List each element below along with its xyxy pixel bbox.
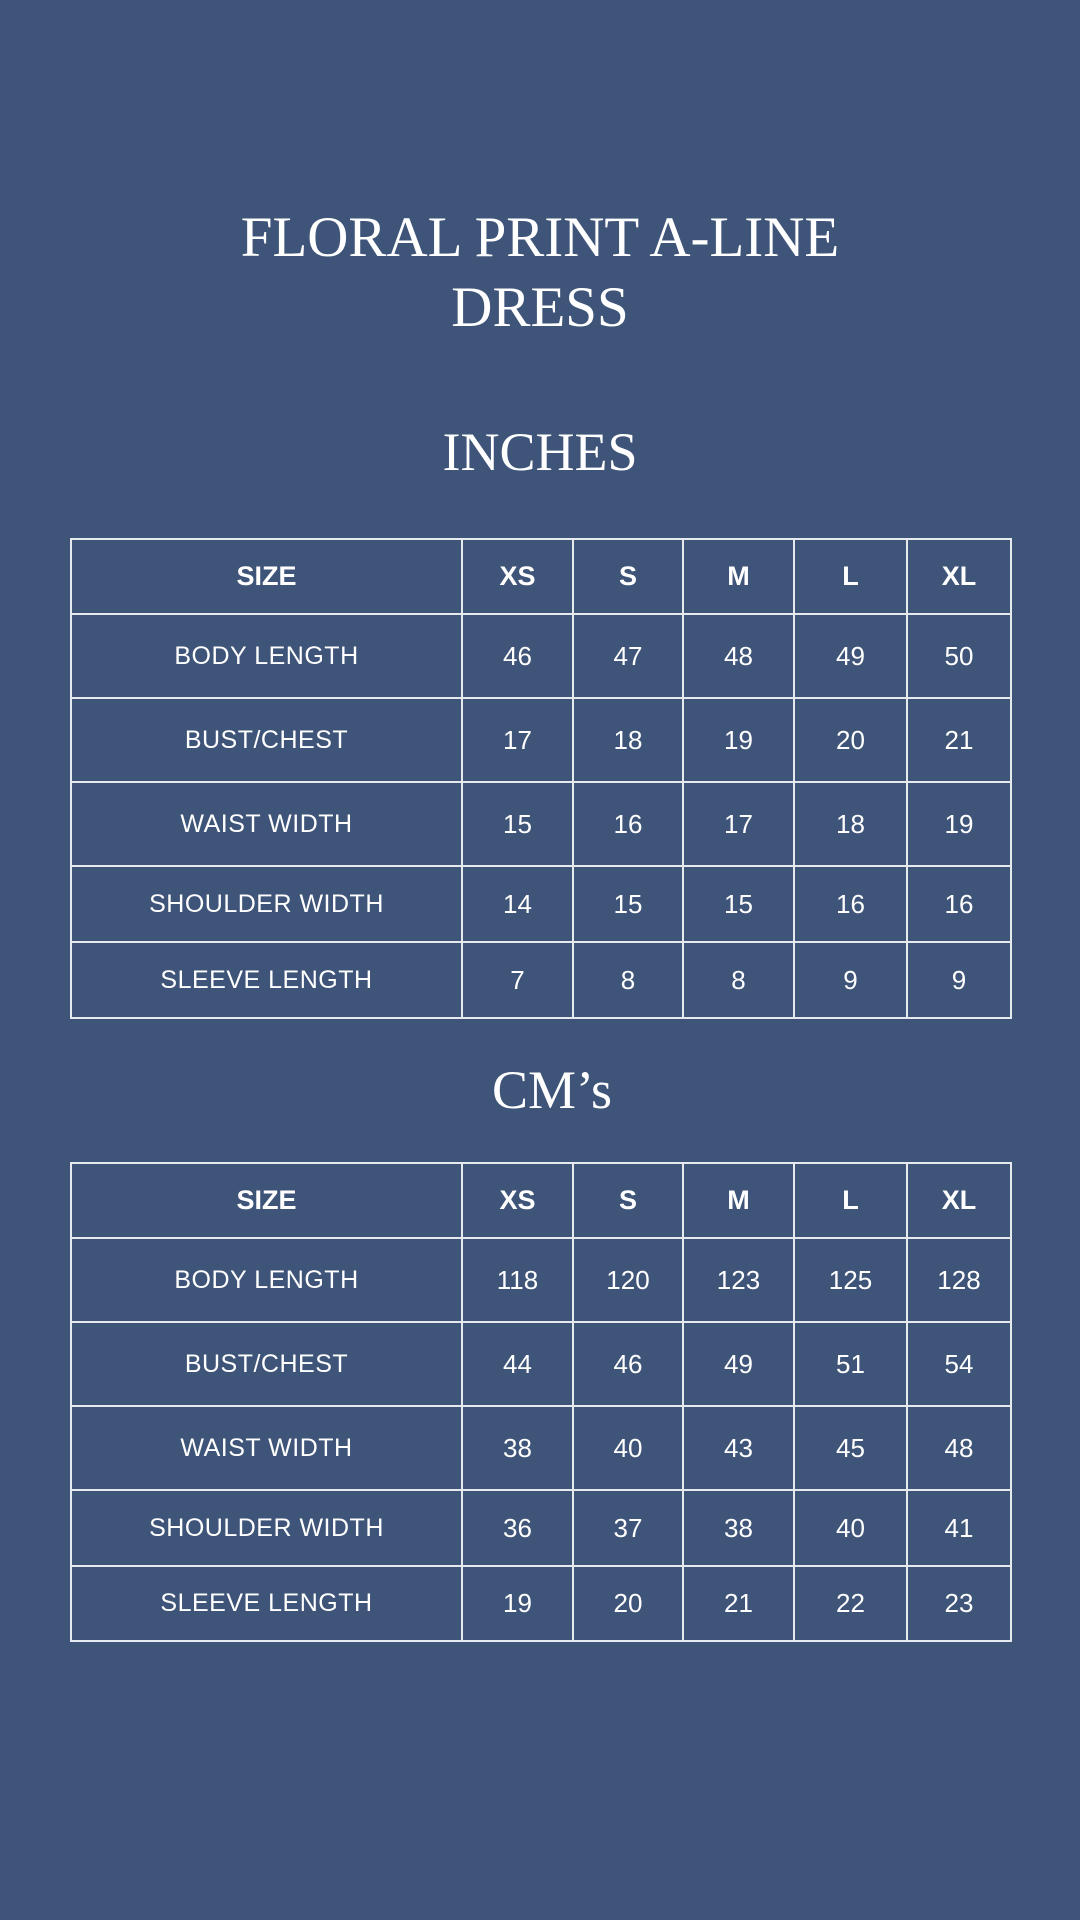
inches-heading: INCHES: [442, 422, 638, 482]
table-cell: 40: [794, 1490, 907, 1566]
column-header-xs: XS: [462, 539, 573, 614]
table-cell: 15: [573, 866, 683, 942]
table-cell: 40: [573, 1406, 683, 1490]
table-row: [71, 782, 1011, 866]
column-header-l: L: [794, 1163, 907, 1238]
row-label: SLEEVE LENGTH: [71, 942, 462, 1018]
table-cell: 19: [907, 782, 1011, 866]
table-cell: 37: [573, 1490, 683, 1566]
table-cell: 123: [683, 1238, 794, 1322]
table-row: [71, 942, 1011, 1018]
column-header-xl: XL: [907, 539, 1011, 614]
table-cell: 38: [683, 1490, 794, 1566]
table-cell: 48: [683, 614, 794, 698]
table-cell: 48: [907, 1406, 1011, 1490]
table-row: [71, 1238, 1011, 1322]
column-header-xl: XL: [907, 1163, 1011, 1238]
page-title-line-1: FLORAL PRINT A-LINE: [240, 206, 840, 269]
column-header-size: SIZE: [71, 1163, 462, 1238]
row-label: BUST/CHEST: [71, 1322, 462, 1406]
table-cell: 46: [573, 1322, 683, 1406]
table-cell: 8: [573, 942, 683, 1018]
table-cell: 45: [794, 1406, 907, 1490]
row-label: BUST/CHEST: [71, 698, 462, 782]
row-label: BODY LENGTH: [71, 614, 462, 698]
row-label: BODY LENGTH: [71, 1238, 462, 1322]
table-cell: 22: [794, 1566, 907, 1641]
page-title-line-2: DRESS: [451, 276, 629, 339]
table-cell: 51: [794, 1322, 907, 1406]
table-row: [71, 866, 1011, 942]
table-cell: 20: [794, 698, 907, 782]
table-cell: 41: [907, 1490, 1011, 1566]
table-cell: 120: [573, 1238, 683, 1322]
table-cell: 8: [683, 942, 794, 1018]
table-cell: 19: [683, 698, 794, 782]
table-header-row: [71, 539, 1011, 614]
column-header-l: L: [794, 539, 907, 614]
table-cell: 49: [683, 1322, 794, 1406]
cms-size-table: [70, 1162, 1012, 1642]
inches-size-table: [70, 538, 1012, 1019]
table-cell: 9: [794, 942, 907, 1018]
table-cell: 7: [462, 942, 573, 1018]
row-label: WAIST WIDTH: [71, 1406, 462, 1490]
column-header-size: SIZE: [71, 539, 462, 614]
table-cell: 16: [794, 866, 907, 942]
table-cell: 47: [573, 614, 683, 698]
column-header-s: S: [573, 1163, 683, 1238]
table-cell: 20: [573, 1566, 683, 1641]
column-header-m: M: [683, 1163, 794, 1238]
table-header-row: [71, 1163, 1011, 1238]
column-header-xs: XS: [462, 1163, 573, 1238]
column-header-s: S: [573, 539, 683, 614]
table-cell: 18: [573, 698, 683, 782]
table-cell: 23: [907, 1566, 1011, 1641]
table-cell: 18: [794, 782, 907, 866]
column-header-m: M: [683, 539, 794, 614]
table-cell: 125: [794, 1238, 907, 1322]
cms-heading: CM’s: [491, 1060, 613, 1120]
table-cell: 15: [462, 782, 573, 866]
table-cell: 38: [462, 1406, 573, 1490]
table-row: [71, 1322, 1011, 1406]
page-title: [0, 203, 1080, 343]
table-cell: 128: [907, 1238, 1011, 1322]
table-row: [71, 614, 1011, 698]
table-cell: 49: [794, 614, 907, 698]
table-cell: 44: [462, 1322, 573, 1406]
table-cell: 9: [907, 942, 1011, 1018]
table-cell: 50: [907, 614, 1011, 698]
table-cell: 54: [907, 1322, 1011, 1406]
table-cell: 21: [683, 1566, 794, 1641]
row-label: SHOULDER WIDTH: [71, 866, 462, 942]
table-cell: 16: [573, 782, 683, 866]
table-row: [71, 698, 1011, 782]
table-row: [71, 1490, 1011, 1566]
row-label: SHOULDER WIDTH: [71, 1490, 462, 1566]
table-row: [71, 1566, 1011, 1641]
table-cell: 43: [683, 1406, 794, 1490]
table-cell: 46: [462, 614, 573, 698]
table-cell: 17: [683, 782, 794, 866]
table-cell: 36: [462, 1490, 573, 1566]
table-cell: 21: [907, 698, 1011, 782]
table-cell: 15: [683, 866, 794, 942]
row-label: WAIST WIDTH: [71, 782, 462, 866]
table-cell: 16: [907, 866, 1011, 942]
table-cell: 19: [462, 1566, 573, 1641]
table-row: [71, 1406, 1011, 1490]
table-cell: 17: [462, 698, 573, 782]
table-cell: 14: [462, 866, 573, 942]
table-cell: 118: [462, 1238, 573, 1322]
row-label: SLEEVE LENGTH: [71, 1566, 462, 1641]
